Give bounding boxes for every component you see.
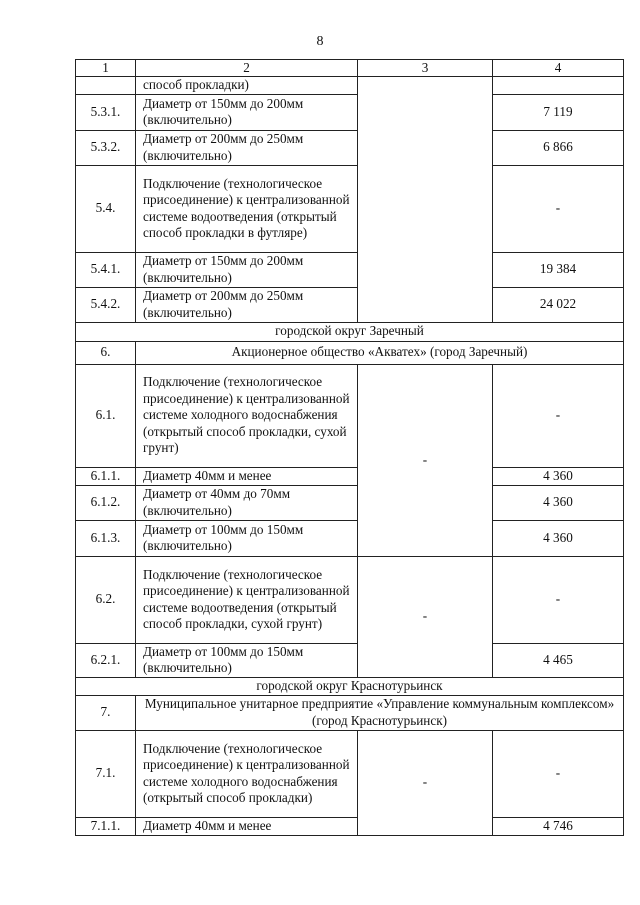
row-value: 7 119 <box>493 94 624 130</box>
row-value: - <box>493 364 624 467</box>
row-value: - <box>493 165 624 252</box>
column-3-value: - <box>358 730 493 835</box>
table-row <box>76 130 624 165</box>
row-description: Диаметр 40мм и менее <box>136 817 358 835</box>
row-description: Диаметр от 40мм до 70мм (включительно) <box>136 485 358 520</box>
table-row <box>76 556 624 643</box>
row-number: 7. <box>76 695 136 730</box>
table-row <box>76 252 624 287</box>
row-number: 6.1.3. <box>76 520 136 556</box>
header-col-3: 3 <box>358 60 493 77</box>
row-description: Диаметр 40мм и менее <box>136 467 358 485</box>
row-description: Диаметр от 150мм до 200мм (включительно) <box>136 252 358 287</box>
row-number: 6.1. <box>76 364 136 467</box>
table-row <box>76 77 624 95</box>
table-row <box>76 364 624 467</box>
row-description: способ прокладки) <box>136 77 358 95</box>
row-number: 5.4. <box>76 165 136 252</box>
organization-row <box>76 695 624 730</box>
tariff-table <box>75 59 624 836</box>
section-title: городской округ Заречный <box>76 322 624 341</box>
table-row <box>76 485 624 520</box>
row-number <box>76 77 136 95</box>
row-number: 5.3.1. <box>76 94 136 130</box>
table-row <box>76 730 624 817</box>
column-3-empty <box>358 77 493 323</box>
table-row <box>76 817 624 835</box>
header-col-2: 2 <box>136 60 358 77</box>
row-value: - <box>493 730 624 817</box>
row-number: 7.1. <box>76 730 136 817</box>
header-row <box>76 60 624 77</box>
row-value: 4 360 <box>493 467 624 485</box>
row-value <box>493 77 624 95</box>
organization-title: Акционерное общество «Акватех» (город Заречный) <box>136 341 624 364</box>
table-row <box>76 165 624 252</box>
row-description: Диаметр от 150мм до 200мм (включительно) <box>136 94 358 130</box>
row-number: 5.4.2. <box>76 287 136 322</box>
row-number: 6.1.2. <box>76 485 136 520</box>
row-description: Диаметр от 100мм до 150мм (включительно) <box>136 643 358 677</box>
header-col-4: 4 <box>493 60 624 77</box>
header-col-1: 1 <box>76 60 136 77</box>
page-number: 8 <box>316 34 324 49</box>
row-number: 6.2. <box>76 556 136 643</box>
row-description: Диаметр от 200мм до 250мм (включительно) <box>136 130 358 165</box>
row-description: Подключение (технологическое присоединение) к централизованной системе водоотведения (открытый способ прокладки в футляре) <box>136 165 358 252</box>
table-row <box>76 520 624 556</box>
organization-title: Муниципальное унитарное предприятие «Управление коммунальным комплексом» (город Краснотурьинск) <box>136 695 624 730</box>
column-3-value: - <box>358 364 493 556</box>
table-row <box>76 467 624 485</box>
row-number: 5.3.2. <box>76 130 136 165</box>
row-description: Диаметр от 100мм до 150мм (включительно) <box>136 520 358 556</box>
table-row <box>76 643 624 677</box>
section-title: городской округ Краснотурьинск <box>76 677 624 695</box>
row-value: 24 022 <box>493 287 624 322</box>
row-value: 4 360 <box>493 485 624 520</box>
row-value: - <box>493 556 624 643</box>
table-row <box>76 287 624 322</box>
row-description: Диаметр от 200мм до 250мм (включительно) <box>136 287 358 322</box>
row-description: Подключение (технологическое присоединение) к централизованной системе холодного водоснабжения (открытый способ прокладки) <box>136 730 358 817</box>
column-3-value: - <box>358 556 493 677</box>
row-value: 6 866 <box>493 130 624 165</box>
table-row <box>76 94 624 130</box>
row-number: 5.4.1. <box>76 252 136 287</box>
section-row <box>76 322 624 341</box>
row-number: 6.1.1. <box>76 467 136 485</box>
row-value: 4 465 <box>493 643 624 677</box>
row-number: 7.1.1. <box>76 817 136 835</box>
section-row <box>76 677 624 695</box>
row-description: Подключение (технологическое присоединение) к централизованной системе холодного водоснабжения (открытый способ прокладки, сухой грунт) <box>136 364 358 467</box>
row-value: 4 360 <box>493 520 624 556</box>
organization-row <box>76 341 624 364</box>
row-number: 6.2.1. <box>76 643 136 677</box>
row-value: 4 746 <box>493 817 624 835</box>
row-description: Подключение (технологическое присоединение) к централизованной системе водоотведения (открытый способ прокладки, сухой грунт) <box>136 556 358 643</box>
row-value: 19 384 <box>493 252 624 287</box>
row-number: 6. <box>76 341 136 364</box>
